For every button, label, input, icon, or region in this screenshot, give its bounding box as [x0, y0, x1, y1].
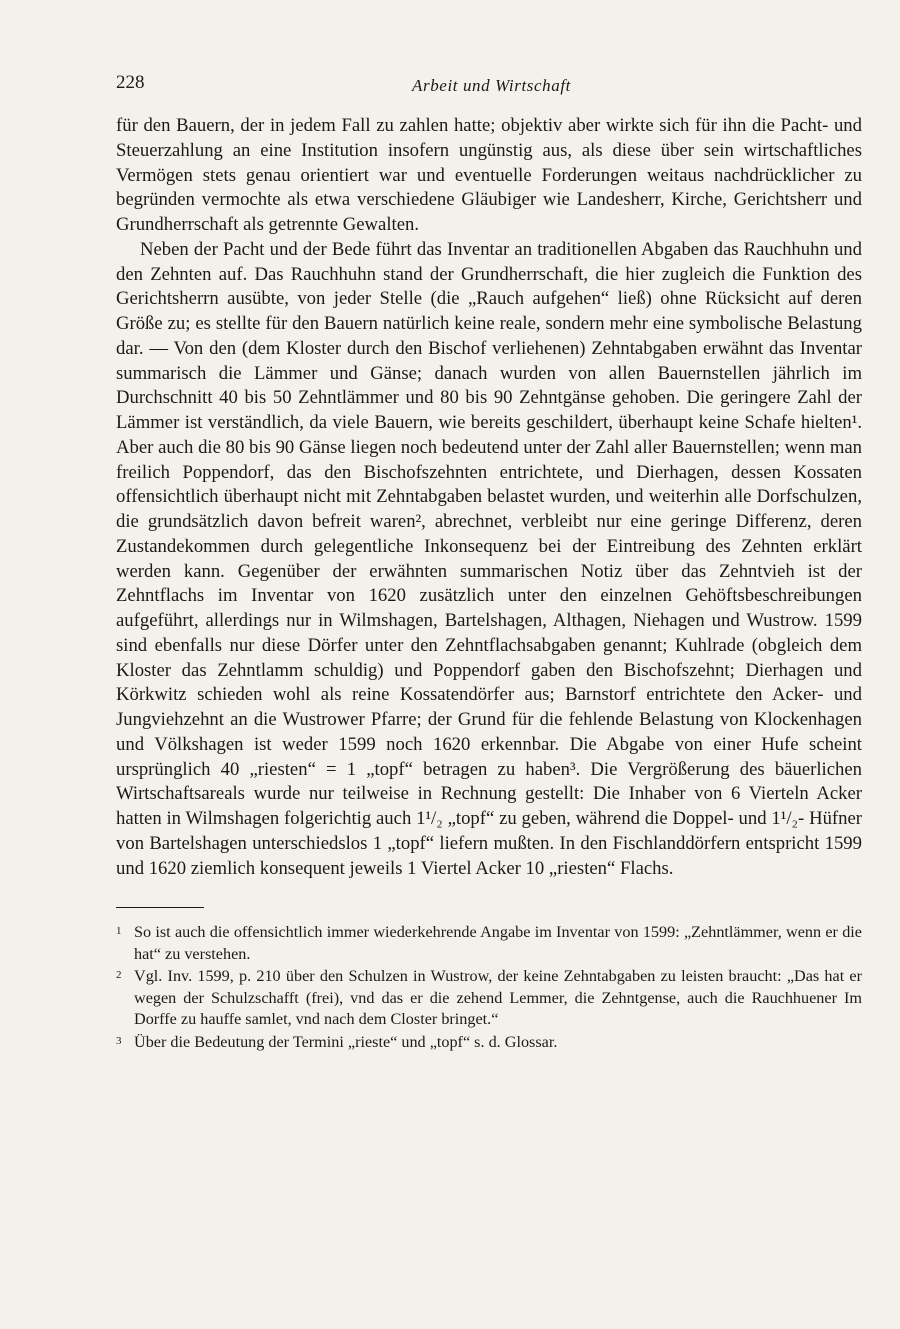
footnote-text: Vgl. Inv. 1599, p. 210 über den Schulzen in Wustrow, der keine Zehntabgaben zu leisten braucht: „Das hat er wegen der Schulzschafft (frei), vnd das er die zehend Lemmer, die Zehntgense, auch die Rauchhuener Im Dorffe zu hauffe samlet, vnd nach dem Closter bringet.“ [134, 967, 862, 1029]
footnote-text: Über die Bedeutung der Termini „rieste“ und „topf“ s. d. Glossar. [134, 1032, 558, 1051]
paragraph-2: Neben der Pacht und der Bede führt das Inventar an traditionellen Abgaben das Rauchhuhn und den Zehnten auf. Das Rauchhuhn stand der Grundherrschaft, die hier zugleich die Funktion des Gerichtsherrn ausübte, von jeder Stelle (die „Rauch aufgehen“ ließ) ohne Rücksicht auf deren Größe zu; es stellte für den Bauern natürlich keine reale, sondern mehr eine symbolische Belastung dar. — Von den (dem Kloster durch den Bischof verliehenen) Zehntabgaben erwähnt das Inventar summarisch die Lämmer und Gänse; danach wurden von allen Bauernstellen jährlich im Durchschnitt 40 bis 50 Zehntlämmer und 80 bis 90 Zehntgänse gehoben. Die geringere Zahl der Lämmer ist verständlich, da viele Bauern, wie bereits geschildert, überhaupt keine Schafe hielten¹. Aber auch die 80 bis 90 Gänse liegen noch bedeutend unter der Zahl aller Bauernstellen; wenn man freilich Poppendorf, das den Bischofszehnten entrichtete, und Dierhagen, dessen Kossaten offensichtlich überhaupt nicht mit Zehntabgaben belastet wurden, und weiterhin alle Dorfschulzen, die grundsätzlich davon befreit waren², abrechnet, verbleibt nur eine geringe Differenz, deren Zustandekommen durch gelegentliche Inkonsequenz bei der Eintreibung des Zehnten erklärt werden kann. Gegenüber der erwähnten summarischen Notiz über das Zehntvieh ist der Zehntflachs im Inventar von 1620 zusätzlich unter den einzelnen Gehöftsbeschreibungen aufgeführt, allerdings nur in Wilmshagen, Bartelshagen, Althagen, Niehagen und Wustrow. 1599 sind ebenfalls nur diese Dörfer unter den Zehntflachsabgaben genannt; Kuhlrade (obgleich dem Kloster das Zehntlamm schuldig) und Poppendorf gaben den Bischofszehnt; Dierhagen und Körkwitz schieden wohl als reine Kossatendörfer aus; Barnstorf entrichtete den Acker- und Jungviehzehnt an die Wustrower Pfarre; der Grund für die fehlende Belastung von Klockenhagen und Völkshagen ist weder 1599 noch 1620 erkennbar. Die Abgabe von einer Hufe scheint ursprünglich 40 „riesten“ = 1 „topf“ betragen zu haben³. Die Vergrößerung des bäuerlichen Wirtschaftsareals wurde nur teilweise in Rechnung gestellt: Die Inhaber von 6 Vierteln Acker hatten in Wilmshagen folgerichtig auch 1¹/₂ „topf“ zu geben, während die Doppel- und 1¹/₂- Hüfner von Bartelshagen unterschiedslos 1 „topf“ liefern mußten. In den Fischlanddörfern entspricht 1599 und 1620 ziemlich konsequent jeweils 1 Viertel Acker 10 „riesten“ Flachs. [116, 238, 862, 879]
page-header [116, 72, 862, 102]
footnote-number: 3 [116, 1034, 122, 1047]
book-page [116, 72, 862, 1054]
footnote [116, 966, 862, 1031]
footnote-separator [116, 907, 204, 908]
footnote-number: 1 [116, 925, 122, 938]
main-text [116, 114, 862, 881]
running-title: Arbeit und Wirtschaft [412, 76, 571, 95]
footnote-text: So ist auch die offensichtlich immer wiederkehrende Angabe im Inventar von 1599: „Zehntlämmer, wenn er die hat“ zu verstehen. [134, 923, 862, 963]
paragraph-1: für den Bauern, der in jedem Fall zu zahlen hatte; objektiv aber wirkte sich für ihn die Pacht- und Steuerzahlung an eine Institution insofern ungünstig aus, als diese über sein wirtschaftliches Vermögen stets genau orientiert war und eventuelle Forderungen weitaus nachdrücklicher zu begründen vermochte als etwa verschiedene Gläubiger wie Landesherr, Kirche, Gerichtsherr und Grundherrschaft als getrennte Gewalten. [116, 115, 862, 235]
footnote [116, 922, 862, 965]
footnote [116, 1032, 862, 1054]
page-number: 228 [116, 72, 145, 93]
footnotes [116, 922, 862, 1053]
footnote-number: 2 [116, 969, 122, 982]
